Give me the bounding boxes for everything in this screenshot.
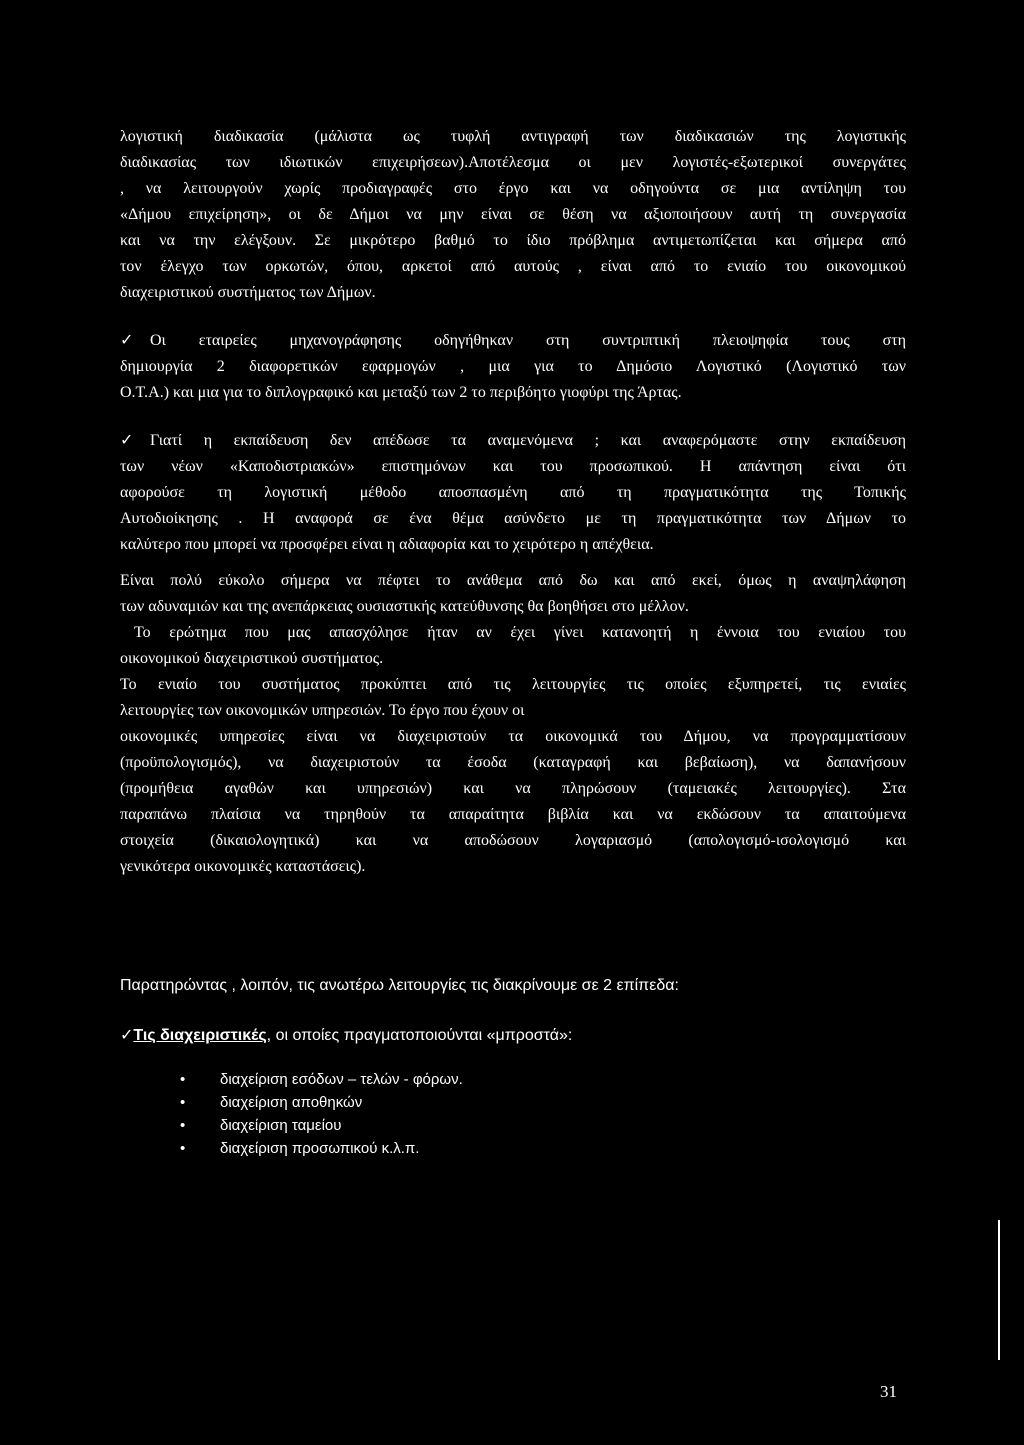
checkmark-icon: ✓ xyxy=(120,1027,134,1044)
checkmark-icon: ✓ xyxy=(120,432,134,449)
text-line xyxy=(120,428,906,454)
text-line: Είναι πολύ εύκολο σήμερα να πέφτει το ανάθεμα από δω και από εκεί, όμως η αναψηλάφηση xyxy=(120,572,906,589)
text-line: Το ενιαίο του συστήματος προκύπτει από τις λειτουργίες τις οποίες εξυπηρετεί, τις ενιαίες xyxy=(120,676,906,693)
paragraph-5-heading xyxy=(120,1023,906,1049)
checkmark-icon: ✓ xyxy=(120,332,134,349)
bullet-icon: • xyxy=(180,1117,186,1134)
text-line: διαδικασίας των ιδιωτικών επιχειρήσεων).Αποτέλεσμα οι μεν λογιστές-εξωτερικοί συνεργάτες xyxy=(120,154,906,171)
text-line: οικονομικές υπηρεσίες είναι να διαχειριστούν τα οικονομικά του Δήμου, να προγραμματίσουν xyxy=(120,728,906,745)
text-line xyxy=(120,328,906,354)
text-line: των νέων «Καποδιστριακών» επιστημόνων και του προσωπικού. Η απάντηση είναι ότι xyxy=(120,458,906,475)
text-line: οικονομικού διαχειριστικού συστήματος. xyxy=(120,650,384,667)
text-line: Το ερώτημα που μας απασχόλησε ήταν αν έχει γίνει κατανοητή η έννοια του ενιαίου του xyxy=(134,624,906,641)
text-line: διαχειριστικού συστήματος των Δήμων. xyxy=(120,284,376,301)
paragraph-5-intro xyxy=(120,973,906,999)
text-line: αφορούσε τη λογιστική μέθοδο αποσπασμένη από τη πραγματικότητα της Τοπικής xyxy=(120,484,906,501)
text-line: στοιχεία (δικαιολογητικά) και να αποδώσουν λογαριασμό (απολογισμό-ισολογισμό και xyxy=(120,832,906,849)
text-line: Ο.Τ.Α.) και μια για το διπλογραφικό και μεταξύ των 2 το περιβόητο γιοφύρι της Άρτας. xyxy=(120,384,682,401)
heading-bold: Τις διαχειριστικές xyxy=(133,1027,267,1044)
text-line xyxy=(120,1023,906,1049)
text-line: παραπάνω πλαίσια να τηρηθούν τα απαραίτητα βιβλία και να εκδώσουν τα απαιτούμενα xyxy=(120,806,906,823)
paragraph-1 xyxy=(120,124,906,306)
text-line: των αδυναμιών και της ανεπάρκειας ουσιαστικής κατεύθυνσης θα βοηθήσει στο μέλλον. xyxy=(120,598,689,615)
paragraph-4 xyxy=(120,568,906,880)
text-line: γενικότερα οικονομικές καταστάσεις). xyxy=(120,858,366,875)
text-line: Αυτοδιοίκησης . Η αναφορά σε ένα θέμα ασύνδετο με τη πραγματικότητα των Δήμων το xyxy=(120,510,906,527)
text-line: λειτουργίες των οικονομικών υπηρεσιών. Το έργο που έχουν οι xyxy=(120,702,525,719)
bullet-icon: • xyxy=(180,1140,186,1157)
heading-rest: , οι οποίες πραγματοποιούνται «μπροστά»: xyxy=(266,1027,573,1044)
list-item-text: διαχείριση ταμείου xyxy=(220,1117,342,1134)
list-item-text: διαχείριση προσωπικού κ.λ.π. xyxy=(220,1140,420,1157)
text-line: «Δήμου επιχείρηση», οι δε Δήμοι να μην είναι σε θέση να αξιοποιήσουν αυτή τη συνεργασία xyxy=(120,206,906,223)
text-line: τον έλεγχο των ορκωτών, όπου, αρκετοί από αυτούς , είναι από το ενιαίο του οικονομικού xyxy=(120,258,906,275)
text-line-content: Οι εταιρείες μηχανογράφησης οδηγήθηκαν στη συντριπτική πλειοψηφία τους στη xyxy=(150,332,906,349)
paragraph-3 xyxy=(120,428,906,558)
bullet-icon: • xyxy=(180,1071,186,1088)
text-line: και να την ελέγξουν. Σε μικρότερο βαθμό το ίδιο πρόβλημα αντιμετωπίζεται και σήμερα από xyxy=(120,232,906,249)
text-line: (προϋπολογισμός), να διαχειριστούν τα έσοδα (καταγραφή και βεβαίωση), να δαπανήσουν xyxy=(120,754,906,771)
margin-rule xyxy=(998,1220,1000,1360)
text-line: δημιουργία 2 διαφορετικών εφαρμογών , μια για το Δημόσιο Λογιστικό (Λογιστικό των xyxy=(120,358,906,375)
paragraph-2 xyxy=(120,328,906,406)
text-line: λογιστική διαδικασία (μάλιστα ως τυφλή αντιγραφή των διαδικασιών της λογιστικής xyxy=(120,128,906,145)
text-line: (προμήθεια αγαθών και υπηρεσιών) και να πληρώσουν (ταμειακές λειτουργίες). Στα xyxy=(120,780,906,797)
bullet-icon: • xyxy=(180,1094,186,1111)
text-line: , να λειτουργούν χωρίς προδιαγραφές στο έργο και να οδηγούντα σε μια αντίληψη του xyxy=(120,180,906,197)
page-number: 31 xyxy=(880,1382,897,1401)
text-line-content: Γιατί η εκπαίδευση δεν απέδωσε τα αναμενόμενα ; και αναφερόμαστε στην εκπαίδευση xyxy=(150,432,906,449)
list-item-text: διαχείριση αποθηκών xyxy=(220,1094,363,1111)
text-line: καλύτερο που μπορεί να προσφέρει είναι η αδιαφορία και το χειρότερο η απέχθεια. xyxy=(120,536,654,553)
list-item-text: διαχείριση εσόδων – τελών - φόρων. xyxy=(220,1071,463,1088)
text-line: Παρατηρώντας , λοιπόν, τις ανωτέρω λειτουργίες τις διακρίνουμε σε 2 επίπεδα: xyxy=(120,977,679,994)
